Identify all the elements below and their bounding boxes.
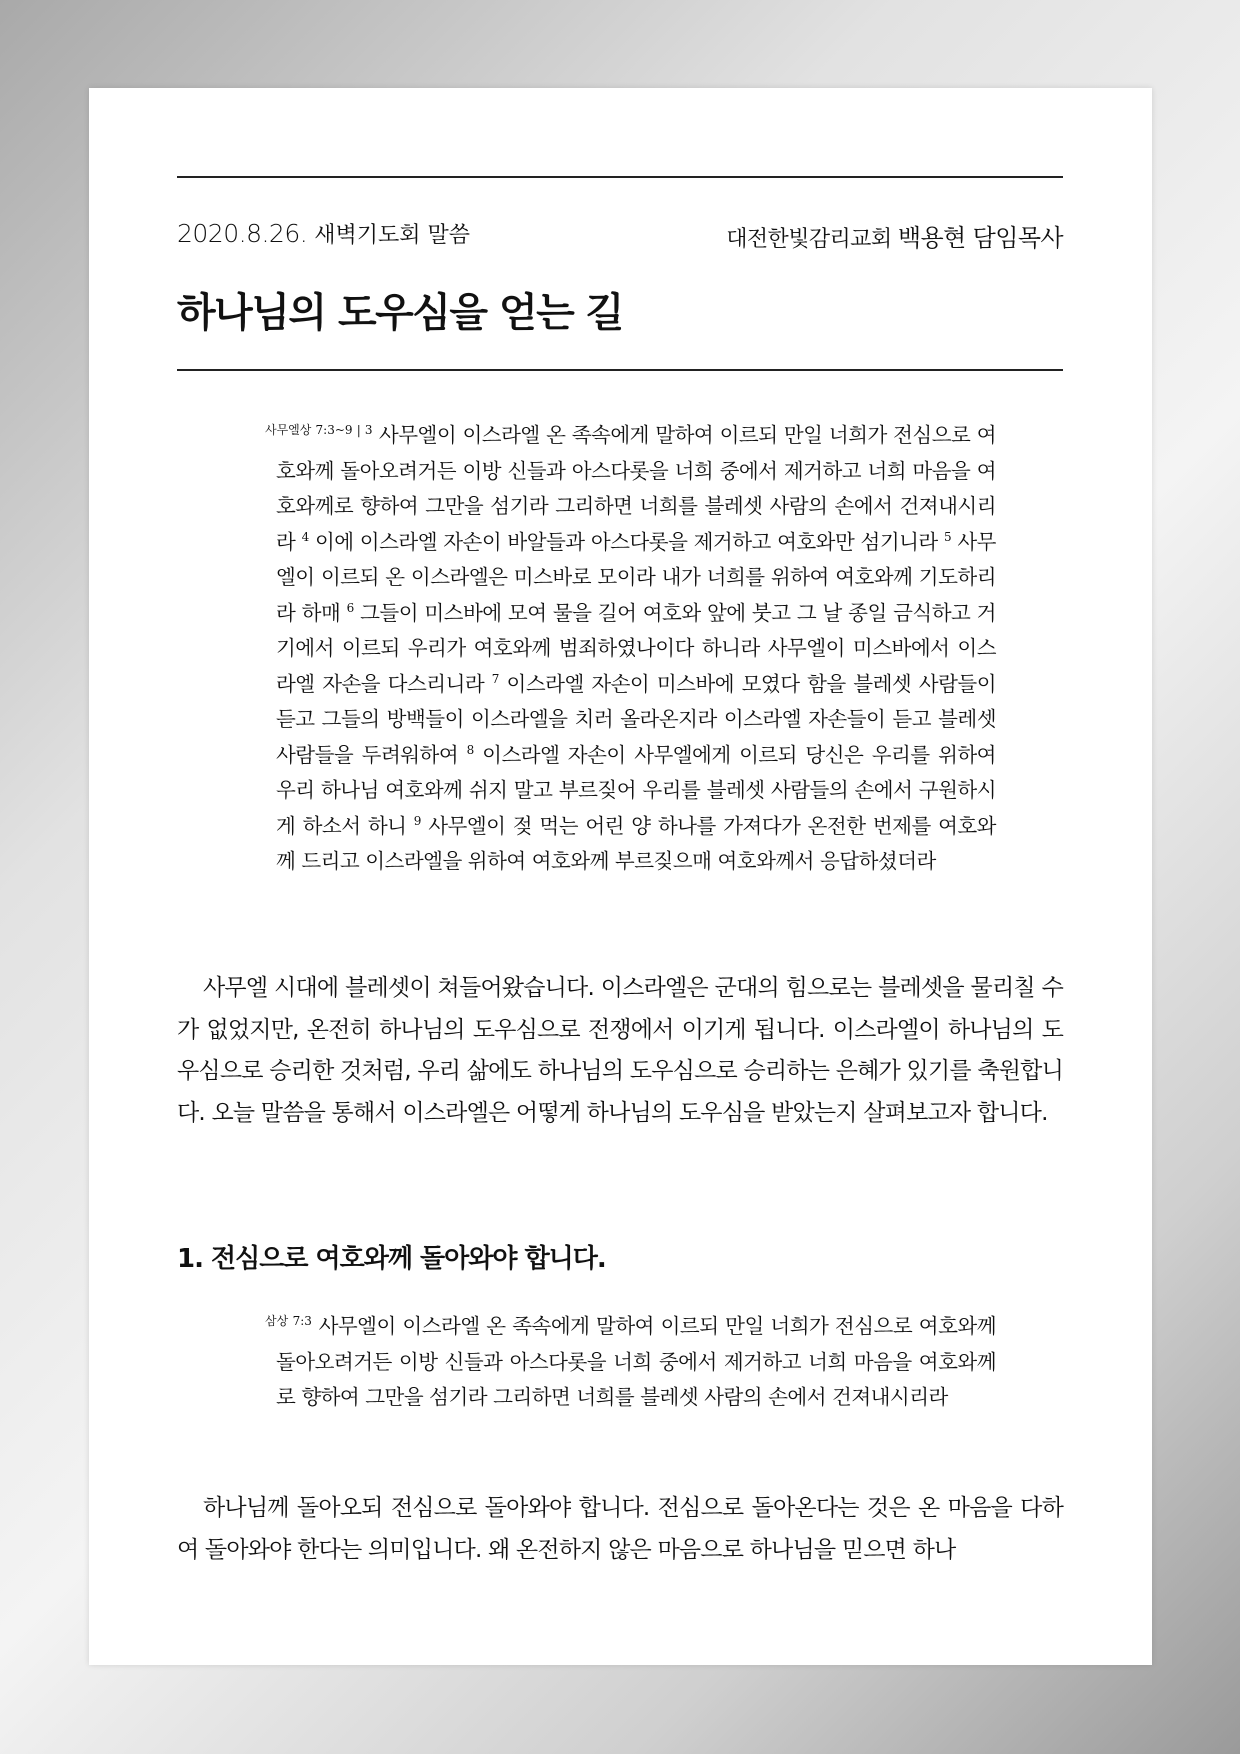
scripture-text-2: 사무엘이 이스라엘 온 족속에게 말하여 이르되 만일 너희가 전심으로 여호와께 돌아오려거든 이방 신들과 아스다롯을 너희 중에서 제거하고 너희 마음을 여호와께로 향하여 그만을 섬기라 그리하면 너희를 블레셋 사람의 손에서 건져내시리라 <box>276 1314 996 1409</box>
verse-8: 이스라엘 자손이 사무엘에게 이르되 당신은 우리를 위하여 우리 하나님 여호와께 쉬지 말고 부르짖어 우리를 블레셋 사람들의 손에서 구원하시게 하소서 하니 <box>276 742 996 838</box>
document-page <box>89 88 1152 1665</box>
scripture-passage-2 <box>265 1304 996 1416</box>
verse-3: 사무엘이 이스라엘 온 족속에게 말하여 이르되 만일 너희가 전심으로 여호와께 돌아오려거든 이방 신들과 아스다롯을 너희 중에서 제거하고 너희 마음을 여호와께로 향하여 그만을 섬기라 그리하면 너희를 블레셋 사람의 손에서 건져내시리라 <box>276 423 996 554</box>
sermon-date-line <box>177 218 470 249</box>
verse-4: 이에 이스라엘 자손이 바알들과 아스다롯을 제거하고 여호와만 섬기니라 <box>314 529 938 554</box>
verse-5: 사무엘이 이르되 온 이스라엘은 미스바로 모이라 내가 너희를 위하여 여호와께 기도하리라 하매 <box>276 529 996 625</box>
pastor-name: 백용현 담임목사 <box>897 224 1063 252</box>
scripture-reference: 사무엘상 7:3~9 | 3 <box>265 423 373 437</box>
scripture-reference-2: 삼상 7:3 <box>265 1314 312 1328</box>
verse-7: 이스라엘 자손이 미스바에 모였다 함을 블레셋 사람들이 듣고 그들의 방백들이 이스라엘을 치러 올라온지라 이스라엘 자손들이 듣고 블레셋 사람들을 두려워하여 <box>276 671 996 767</box>
verse-9: 사무엘이 젖 먹는 어린 양 하나를 가져다가 온전한 번제를 여호와께 드리고 이스라엘을 위하여 여호와께 부르짖으매 여호와께서 응답하셨더라 <box>276 813 996 873</box>
verse-number-7: 7 <box>491 671 499 686</box>
sermon-title: 하나님의 도우심을 얻는 길 <box>177 290 623 336</box>
section-heading-1: 1. 전심으로 여호와께 돌아와야 합니다. <box>177 1244 606 1274</box>
top-rule <box>177 176 1063 178</box>
church-name: 대전한빛감리교회 <box>726 227 892 252</box>
verse-number-5: 5 <box>943 529 952 544</box>
verse-6: 그들이 미스바에 모여 물을 길어 여호와 앞에 붓고 그 날 종일 금식하고 거기에서 이르되 우리가 여호와께 범죄하였나이다 하니라 사무엘이 미스바에서 이스라엘 자손을 다스리니라 <box>276 600 996 696</box>
bottom-rule <box>177 369 1063 371</box>
verse-number-9: 9 <box>413 813 421 828</box>
verse-number-8: 8 <box>466 742 474 757</box>
service-name: 새벽기도회 말씀 <box>314 223 470 248</box>
church-pastor-line <box>726 218 1063 253</box>
intro-paragraph: 사무엘 시대에 블레셋이 쳐들어왔습니다. 이스라엘은 군대의 힘으로는 블레셋을 물리칠 수가 없었지만, 온전히 하나님의 도우심으로 전쟁에서 이기게 됩니다. 이스라엘이 하나님의 도우심으로 승리한 것처럼, 우리 삶에도 하나님의 도우심으로 승리하는 은혜가 있기를 축원합니다. 오늘 말씀을 통해서 이스라엘은 어떻게 하나님의 도우심을 받았는지 살펴보고자 합니다. <box>177 975 1063 1126</box>
sermon-date: 2020.8.26. <box>177 219 308 248</box>
verse-number-4: 4 <box>301 529 309 544</box>
scripture-passage-1 <box>265 413 996 880</box>
body-paragraph-2: 하나님께 돌아오되 전심으로 돌아와야 합니다. 전심으로 돌아온다는 것은 온 마음을 다하여 돌아와야 한다는 의미입니다. 왜 온전하지 않은 마음으로 하나님을 믿으면 하나 <box>177 1495 1063 1563</box>
verse-number-6: 6 <box>346 600 354 615</box>
